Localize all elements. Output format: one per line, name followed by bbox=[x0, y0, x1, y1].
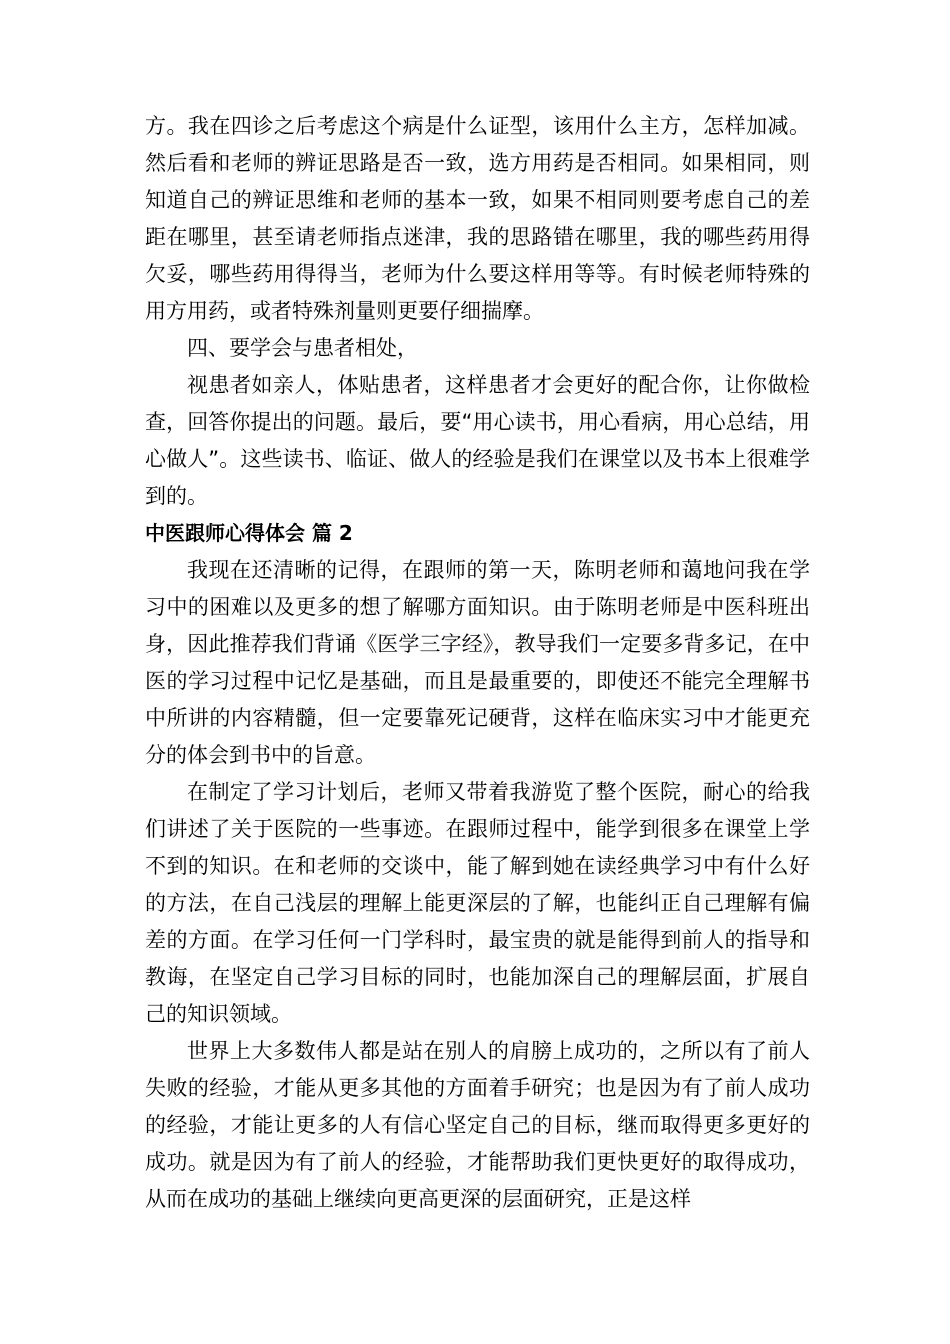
paragraph-first-day: 我现在还清晰的记得，在跟师的第一天，陈明老师和蔼地问我在学习中的困难以及更多的想了解哪方面知识。由于陈明老师是中医科班出身，因此推荐我们背诵《医学三字经》，教导我们一定要多背多记，在中医的学习过程中记忆是基础，而且是最重要的，即使还不能完全理解书中所讲的内容精髓，但一定要靠死记硬背，这样在临床实习中才能更充分的体会到书中的旨意。 bbox=[145, 558, 810, 767]
paragraph-patients: 视患者如亲人，体贴患者，这样患者才会更好的配合你，让你做检查，回答你提出的问题。最后，要“用心读书，用心看病，用心总结，用心做人”。这些读书、临证、做人的经验是我们在课堂以及书本上很难学到的。 bbox=[145, 373, 810, 508]
paragraph-continuation: 方。我在四诊之后考虑这个病是什么证型，该用什么主方，怎样加减。然后看和老师的辨证思路是否一致，选方用药是否相同。如果相同，则知道自己的辨证思维和老师的基本一致，如果不相同则要考虑自己的差距在哪里，甚至请老师指点迷津，我的思路错在哪里，我的哪些药用得欠妥，哪些药用得得当，老师为什么要这样用等等。有时候老师特殊的用方用药，或者特殊剂量则更要仔细揣摩。 bbox=[145, 114, 810, 323]
paragraph-great-people: 世界上大多数伟人都是站在别人的肩膀上成功的，之所以有了前人失败的经验，才能从更多其他的方面着手研究；也是因为有了前人成功的经验，才能让更多的人有信心坚定自己的目标，继而取得更多更好的成功。就是因为有了前人的经验，才能帮助我们更快更好的取得成功，从而在成功的基础上继续向更高更深的层面研究，正是这样 bbox=[145, 1039, 810, 1211]
section-heading: 中医跟师心得体会 篇 2 bbox=[145, 521, 353, 545]
document-page bbox=[145, 108, 810, 1218]
paragraph-section-four: 四、要学会与患者相处， bbox=[187, 336, 418, 360]
paragraph-study-plan: 在制定了学习计划后，老师又带着我游览了整个医院，耐心的给我们讲述了关于医院的一些事迹。在跟师过程中，能学到很多在课堂上学不到的知识。在和老师的交谈中，能了解到她在读经典学习中有什么好的方法，在自己浅层的理解上能更深层的了解，也能纠正自己理解有偏差的方面。在学习任何一门学科时，最宝贵的就是能得到前人的指导和教诲，在坚定自己学习目标的同时，也能加深自己的理解层面，扩展自己的知识领域。 bbox=[145, 780, 810, 1026]
